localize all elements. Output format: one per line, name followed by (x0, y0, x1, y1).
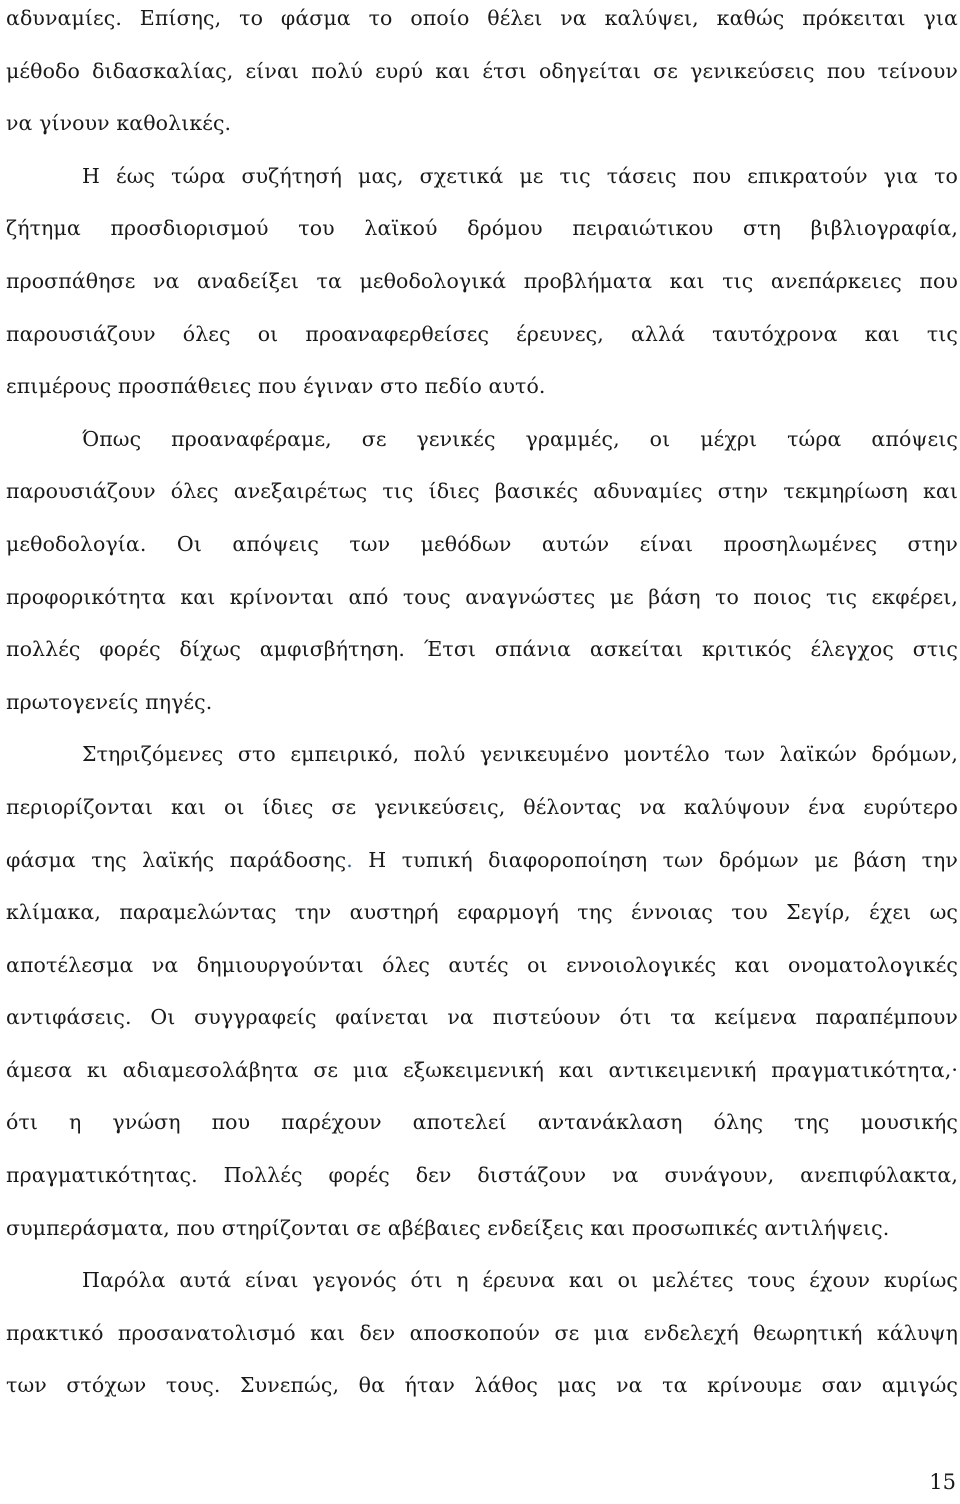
text-line: να γίνουν καθολικές. (6, 111, 232, 136)
text-fragment: Η τυπική διαφοροποίηση των δρόμων με βάση την (352, 847, 958, 872)
text-line: παρουσιάζουν όλες οι προαναφερθείσες έρευνες, αλλά ταυτόχρονα και τις (6, 321, 958, 346)
text-line: Όπως προαναφέραμε, σε γενικές γραμμές, οι μέχρι τώρα απόψεις (82, 426, 958, 451)
paragraph-3 (6, 413, 958, 729)
text-line: περιορίζονται και οι ίδιες σε γενικεύσεις, θέλοντας να καλύψουν ένα ευρύτερο (6, 794, 958, 819)
text-line: παρουσιάζουν όλες ανεξαιρέτως τις ίδιες βασικές αδυναμίες στην τεκμηρίωση και (6, 479, 958, 504)
text-line: αποτέλεσμα να δημιουργούνται όλες αυτές οι εννοιολογικές και ονοματολογικές (6, 952, 958, 977)
paragraph-2 (6, 150, 958, 413)
text-fragment: φάσμα της λαϊκής παράδοσης (6, 847, 347, 872)
text-line: επιμέρους προσπάθειες που έγιναν στο πεδίο αυτό. (6, 374, 546, 399)
paragraph-4 (6, 728, 958, 1254)
text-line: μεθοδολογία. Οι απόψεις των μεθόδων αυτών είναι προσηλωμένες στην (6, 531, 958, 556)
text-line: ότι η γνώση που παρέχουν αποτελεί αντανάκλαση όλης της μουσικής (6, 1110, 958, 1135)
text-line: αδυναμίες. Επίσης, το φάσμα το οποίο θέλει να καλύψει, καθώς πρόκειται για (6, 6, 958, 30)
text-line (6, 834, 958, 887)
highlighted-period: . (346, 847, 353, 872)
text-line: πρακτικό προσανατολισμό και δεν αποσκοπούν σε μια ενδελεχή θεωρητική κάλυψη (6, 1320, 958, 1345)
text-line: των στόχων τους. Συνεπώς, θα ήταν λάθος μας να τα κρίνουμε σαν αμιγώς (6, 1373, 958, 1398)
text-line: άμεσα κι αδιαμεσολάβητα σε μια εξωκειμενική και αντικειμενική πραγματικότητα,· (6, 1057, 958, 1082)
text-line: αντιφάσεις. Οι συγγραφείς φαίνεται να πιστεύουν ότι τα κείμενα παραπέμπουν (6, 1005, 958, 1030)
text-line: προφορικότητα και κρίνονται από τους αναγνώστες με βάση το ποιος τις εκφέρει, (6, 584, 958, 609)
page-number: 15 (929, 1470, 956, 1494)
text-line: μέθοδο διδασκαλίας, είναι πολύ ευρύ και έτσι οδηγείται σε γενικεύσεις που τείνουν (6, 58, 958, 83)
paragraph-5 (6, 1254, 958, 1412)
text-line: πρωτογενείς πηγές. (6, 689, 213, 714)
text-line: κλίμακα, παραμελώντας την αυστηρή εφαρμογή της έννοιας του Σεγίρ, έχει ως (6, 900, 958, 925)
text-line: Η έως τώρα συζήτησή μας, σχετικά με τις τάσεις που επικρατούν για το (82, 163, 958, 188)
paragraph-1 (6, 0, 958, 150)
text-line: Παρόλα αυτά είναι γεγονός ότι η έρευνα και οι μελέτες τους έχουν κυρίως (82, 1268, 958, 1293)
text-line: πολλές φορές δίχως αμφισβήτηση. Έτσι σπάνια ασκείται κριτικός έλεγχος στις (6, 637, 958, 662)
text-line: συμπεράσματα, που στηρίζονται σε αβέβαιες ενδείξεις και προσωπικές αντιλήψεις. (6, 1215, 890, 1240)
text-line: πραγματικότητας. Πολλές φορές δεν διστάζουν να συνάγουν, ανεπιφύλακτα, (6, 1163, 958, 1188)
document-page (6, 0, 958, 1412)
text-line: ζήτημα προσδιορισμού του λαϊκού δρόμου πειραιώτικου στη βιβλιογραφία, (6, 216, 958, 241)
text-line: Στηριζόμενες στο εμπειρικό, πολύ γενικευμένο μοντέλο των λαϊκών δρόμων, (82, 742, 958, 767)
text-line: προσπάθησε να αναδείξει τα μεθοδολογικά προβλήματα και τις ανεπάρκειες που (6, 268, 958, 293)
